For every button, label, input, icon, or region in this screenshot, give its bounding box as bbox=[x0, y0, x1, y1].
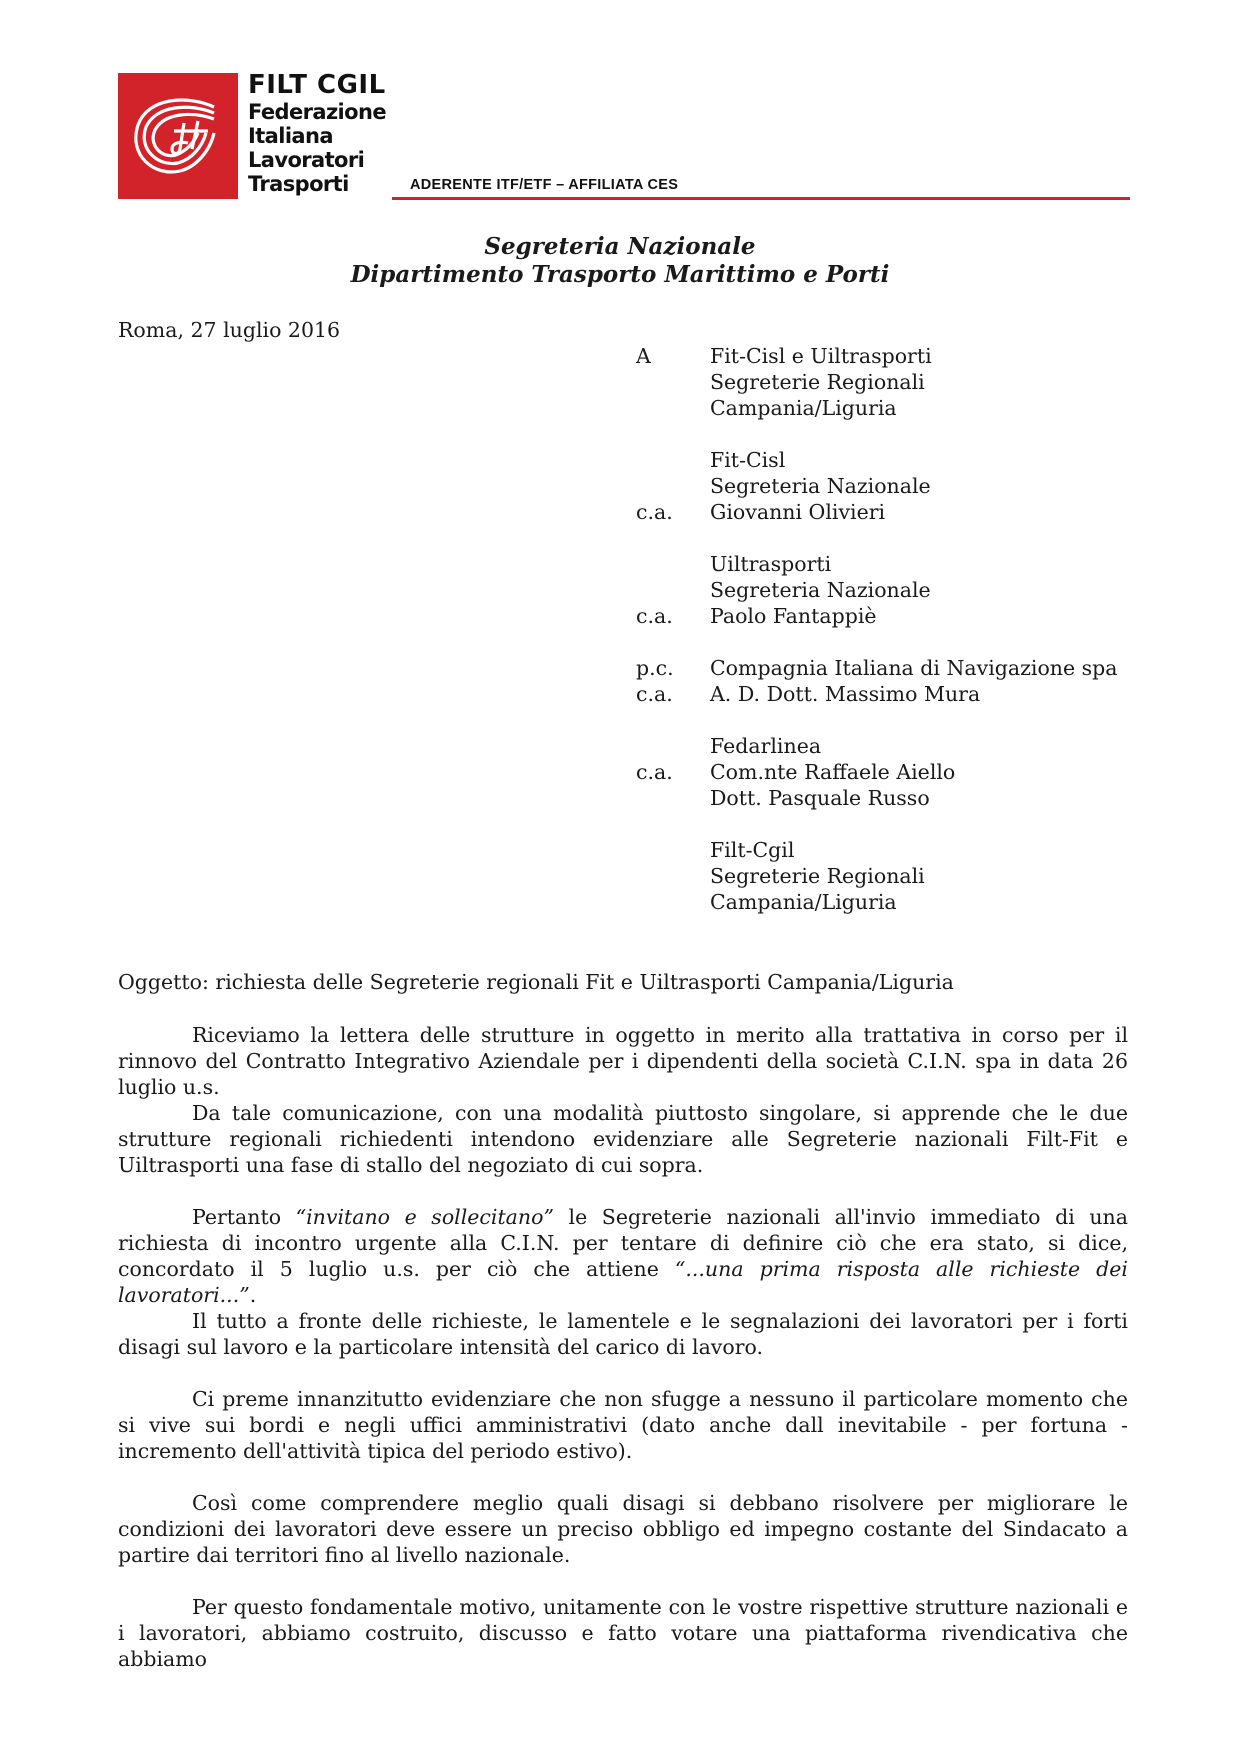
body-paragraph: Così come comprendere meglio quali disagi si debbano risolvere per migliorare le condizioni dei lavoratori deve essere un preciso obbligo ed impegno costante del Sindacato a partire dai territori fino al livello nazionale. bbox=[118, 1491, 1128, 1567]
subject-line: Oggetto: richiesta delle Segreterie regionali Fit e Uiltrasporti Campania/Liguria bbox=[118, 970, 954, 994]
affiliation-text: ADERENTE ITF/ETF – AFFILIATA CES bbox=[410, 177, 679, 193]
recipient-text: Segreteria Nazionale bbox=[710, 578, 931, 602]
org-name: FILT CGIL bbox=[248, 70, 386, 100]
org-line: Federazione bbox=[248, 100, 386, 124]
recipient-text: Fedarlinea bbox=[710, 734, 822, 758]
recipient-prefix: c.a. bbox=[636, 604, 673, 628]
recipient-prefix: c.a. bbox=[636, 760, 673, 784]
recipient-text: Campania/Liguria bbox=[710, 890, 897, 914]
body-paragraph: Pertanto “invitano e sollecitano” le Segreterie nazionali all'invio immediato di una richiesta di incontro urgente alla C.I.N. per tentare di definire ciò che era stato, si dice, concordato il 5 luglio u.s. per ciò che attiene “...una prima risposta alle richieste dei lavoratori...”. bbox=[118, 1205, 1128, 1307]
recipient-prefix: p.c. bbox=[636, 656, 674, 680]
body-paragraph: Da tale comunicazione, con una modalità piuttosto singolare, si apprende che le due strutture regionali richiedenti intendono evidenziare alle Segreterie nazionali Filt-Fit e Uiltrasporti una fase di stallo del negoziato di cui sopra. bbox=[118, 1101, 1128, 1177]
recipient-text: Segreteria Nazionale bbox=[710, 474, 931, 498]
recipient-text: Dott. Pasquale Russo bbox=[710, 786, 930, 810]
letter-date: Roma, 27 luglio 2016 bbox=[118, 318, 341, 342]
body-paragraph: Riceviamo la lettera delle strutture in oggetto in merito alla trattativa in corso per il rinnovo del Contratto Integrativo Aziendale per i dipendenti della società C.I.N. spa in data 26 luglio u.s. bbox=[118, 1023, 1128, 1099]
org-line: Italiana bbox=[248, 124, 333, 148]
recipient-text: Com.nte Raffaele Aiello bbox=[710, 760, 956, 784]
recipient-text: Segreterie Regionali bbox=[710, 370, 925, 394]
recipient-text: Compagnia Italiana di Navigazione spa bbox=[710, 656, 1118, 680]
recipient-text: Giovanni Olivieri bbox=[710, 500, 886, 524]
department-title: Segreteria Nazionale bbox=[484, 233, 756, 260]
filt-cgil-logo-icon bbox=[118, 73, 238, 199]
recipient-text: A. D. Dott. Massimo Mura bbox=[710, 682, 981, 706]
recipient-prefix: A bbox=[636, 344, 651, 368]
quote-text: “...una prima risposta alle richieste dei lavoratori...” bbox=[118, 1257, 1128, 1307]
recipient-text: Fit-Cisl bbox=[710, 448, 786, 472]
header-divider bbox=[392, 197, 1130, 200]
recipient-prefix: c.a. bbox=[636, 500, 673, 524]
recipient-text: Campania/Liguria bbox=[710, 396, 897, 420]
body-paragraph: Per questo fondamentale motivo, unitamente con le vostre rispettive strutture nazionali e i lavoratori, abbiamo costruito, discusso e fatto votare una piattaforma rivendicativa che abbiamo bbox=[118, 1595, 1128, 1671]
quote-text: “invitano e sollecitano” bbox=[295, 1205, 554, 1229]
recipient-text: Fit-Cisl e Uiltrasporti bbox=[710, 344, 932, 368]
department-subtitle: Dipartimento Trasporto Marittimo e Porti bbox=[350, 261, 890, 288]
body-paragraph: Ci preme innanzitutto evidenziare che non sfugge a nessuno il particolare momento che si vive sui bordi e negli uffici amministrativi (dato anche dall inevitabile - per fortuna - incremento dell'attività tipica del periodo estivo). bbox=[118, 1387, 1128, 1463]
logo-text bbox=[248, 70, 386, 196]
org-line: Lavoratori bbox=[248, 148, 365, 172]
org-line: Trasporti bbox=[248, 172, 349, 196]
recipient-text: Uiltrasporti bbox=[710, 552, 832, 576]
recipient-text: Paolo Fantappiè bbox=[710, 604, 877, 628]
recipient-text: Filt-Cgil bbox=[710, 838, 795, 862]
recipient-text: Segreterie Regionali bbox=[710, 864, 925, 888]
recipient-prefix: c.a. bbox=[636, 682, 673, 706]
body-paragraph: Il tutto a fronte delle richieste, le lamentele e le segnalazioni dei lavoratori per i forti disagi sul lavoro e la particolare intensità del carico di lavoro. bbox=[118, 1309, 1128, 1359]
